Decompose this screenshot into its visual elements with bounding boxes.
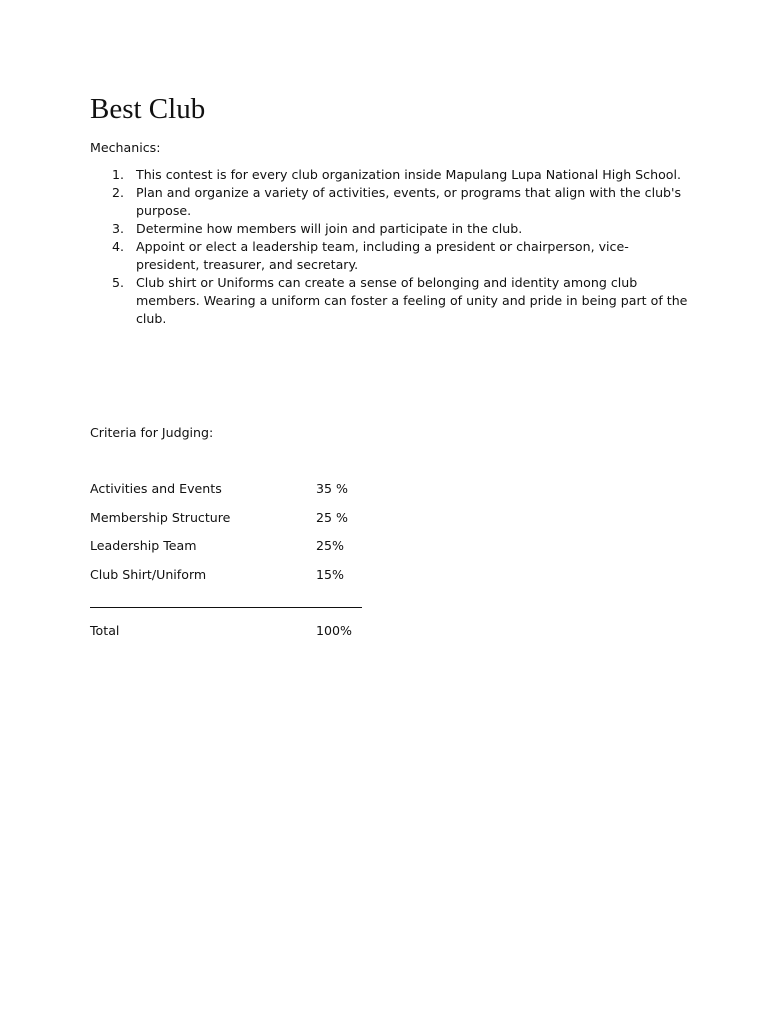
total-row <box>90 622 370 640</box>
total-label: Total <box>90 623 120 638</box>
mechanics-item <box>90 220 690 238</box>
criteria-name: Activities and Events <box>90 481 222 496</box>
total-divider <box>90 607 362 608</box>
criteria-row <box>90 537 370 566</box>
list-number: 5. <box>112 275 125 290</box>
criteria-heading: Criteria for Judging: <box>90 425 214 440</box>
criteria-name: Membership Structure <box>90 509 231 525</box>
criteria-weight: 25% <box>316 538 344 553</box>
mechanics-item <box>90 184 690 220</box>
mechanics-item <box>90 238 690 274</box>
criteria-name: Leadership Team <box>90 538 197 553</box>
criteria-row <box>90 566 370 595</box>
mechanics-item <box>90 274 690 328</box>
criteria-table <box>90 480 370 594</box>
mechanics-item-text: This contest is for every club organization inside Mapulang Lupa National High School. <box>136 167 681 182</box>
mechanics-item-text: Appoint or elect a leadership team, including a president or chairperson, vice-president, treasurer, and secretary. <box>136 239 629 272</box>
page-title: Best Club <box>90 93 206 125</box>
mechanics-item-text: Determine how members will join and participate in the club. <box>136 221 523 236</box>
mechanics-item <box>90 166 690 184</box>
mechanics-list <box>90 166 690 328</box>
mechanics-heading: Mechanics: <box>90 140 161 155</box>
criteria-weight: 15% <box>316 566 344 582</box>
criteria-row <box>90 509 370 538</box>
total-value: 100% <box>316 623 353 638</box>
list-number: 2. <box>112 185 125 200</box>
mechanics-item-text: Club shirt or Uniforms can create a sense of belonging and identity among club members. Wearing a uniform can foster a feeling of unity and pride in being part of the club. <box>136 275 688 326</box>
list-number: 1. <box>112 167 125 182</box>
criteria-name: Club Shirt/Uniform <box>90 566 207 582</box>
criteria-weight: 35 % <box>316 481 348 496</box>
mechanics-item-text: Plan and organize a variety of activities, events, or programs that align with the club's purpose. <box>136 185 682 218</box>
list-number: 3. <box>112 221 125 236</box>
list-number: 4. <box>112 239 125 254</box>
criteria-row <box>90 480 370 509</box>
criteria-weight: 25 % <box>316 509 348 525</box>
